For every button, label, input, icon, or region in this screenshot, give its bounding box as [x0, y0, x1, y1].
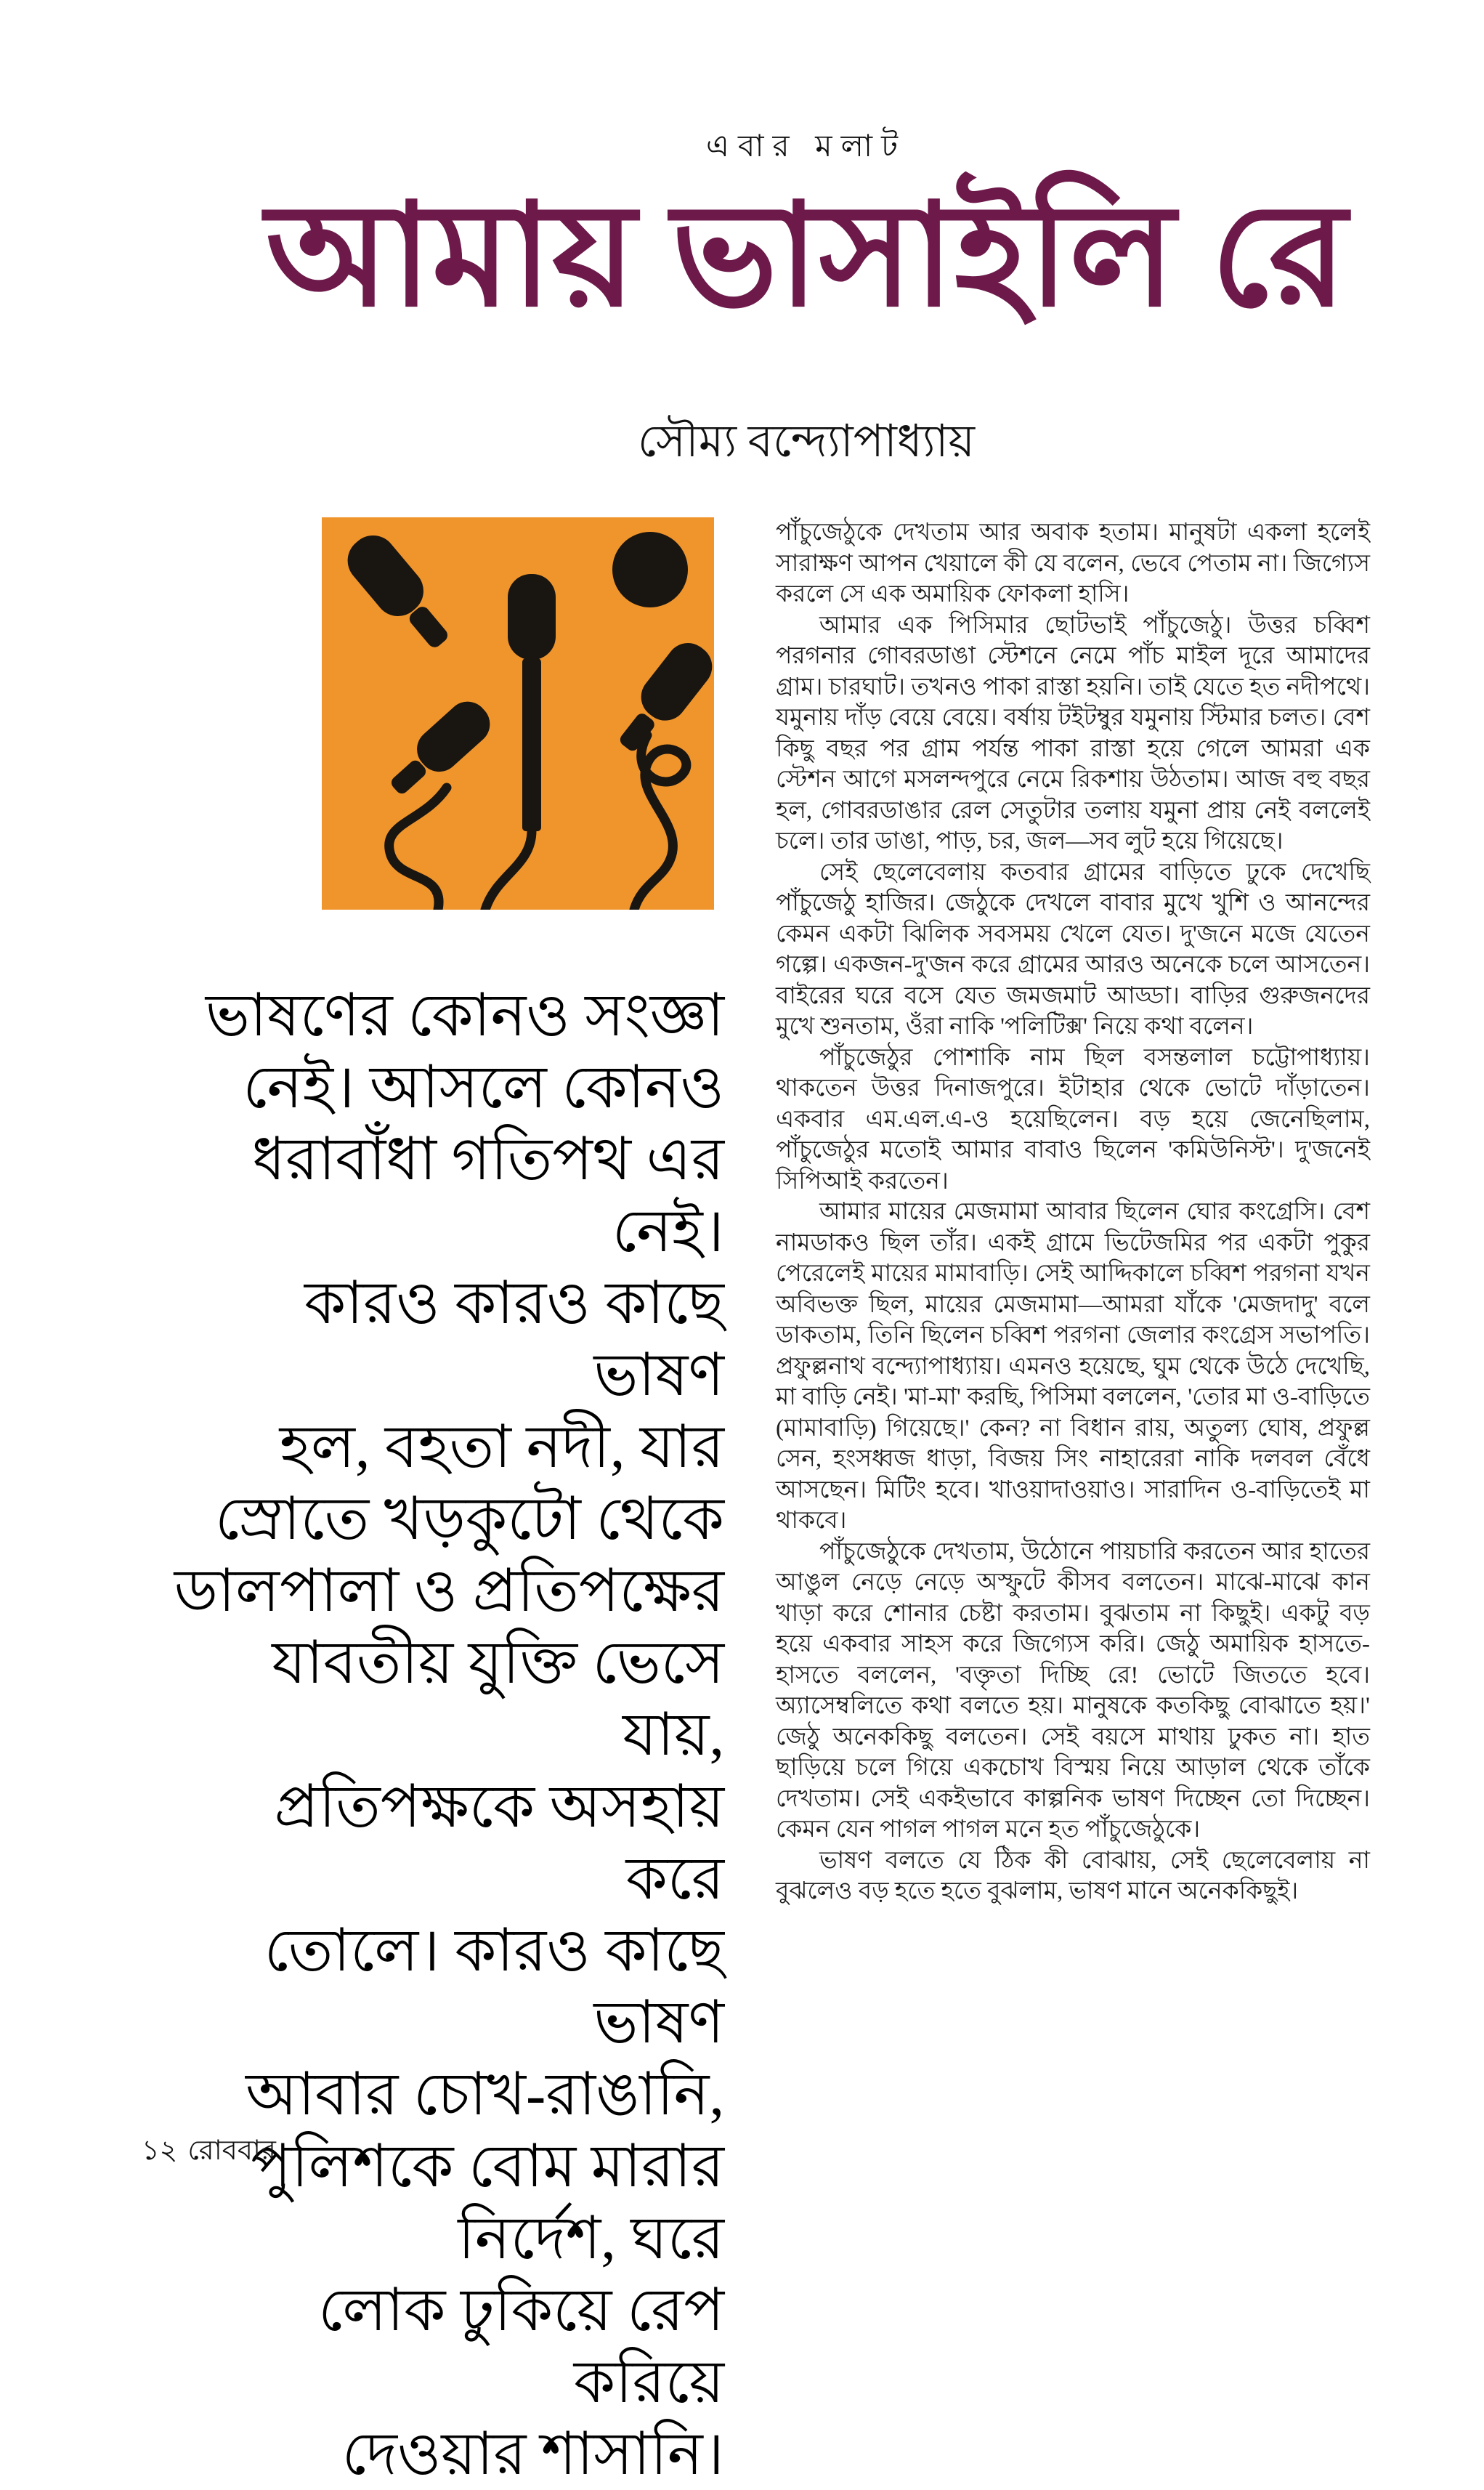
article-author: সৌম্য বন্দ্যোপাধ্যায়: [637, 417, 976, 466]
pull-quote-line: কারও কারও কাছে ভাষণ: [304, 1270, 724, 1408]
article-body: [776, 517, 1370, 1907]
pull-quote: [171, 979, 724, 2490]
body-paragraph: সেই ছেলেবেলায় কতবার গ্রামের বাড়িতে ঢুকে দেখেছি পাঁচুজেঠু হাজির। জেঠুকে দেখলে বাবার মুখে খুশি ও আনন্দের কেমন একটা ঝিলিক সবসময় খেলে যেত। দু'জনে মজে যেতেন গল্পে। একজন-দু'জন করে গ্রামের আরও অনেকে চলে আসতেন। বাইরের ঘরে বসে যেত জমজমাট আড্ডা। বাড়ির গুরুজনদের মুখে শুনতাম, ওঁরা নাকি 'পলিটিক্স' নিয়ে কথা বলেন।: [776, 859, 1370, 1040]
pull-quote-line: নেই। আসলে কোনও: [243, 1054, 724, 1120]
pull-quote-line: ডালপালা ও প্রতিপক্ষের: [174, 1558, 724, 1624]
pull-quote-line: যাবতীয় যুক্তি ভেসে যায়,: [272, 1630, 724, 1768]
pull-quote-line: তোলে। কারও কাছে ভাষণ: [264, 1917, 724, 2056]
pull-quote-line: প্রতিপক্ষকে অসহায় করে: [274, 1774, 724, 1912]
body-paragraph: ভাষণ বলতে যে ঠিক কী বোঝায়, সেই ছেলেবেলায় না বুঝলেও বড় হতে হতে বুঝলাম, ভাষণ মানে অনেককিছুই।: [776, 1847, 1370, 1904]
body-paragraph: পাঁচুজেঠুকে দেখতাম আর অবাক হতাম। মানুষটা একলা হলেই সারাক্ষণ আপন খেয়ালে কী যে বলেন, ভেবে পেতাম না। জিগ্যেস করলে সে এক অমায়িক ফোকলা হাসি।: [776, 520, 1370, 607]
mic-ball: [612, 532, 688, 607]
body-paragraph: আমার মায়ের মেজমামা আবার ছিলেন ঘোর কংগ্রেসি। বেশ নামডাকও ছিল তাঁর। একই গ্রামে ভিটেজমির পর একটা পুকুর পেরেলেই মায়ের মামাবাড়ি। সেই আদ্দিকালে চব্বিশ পরগনা যখন অবিভক্ত ছিল, মায়ের মেজমামা—আমরা যাঁকে 'মেজদাদু' বলে ডাকতাম, তিনি ছিলেন চব্বিশ পরগনা জেলার কংগ্রেস সভাপতি। প্রফুল্লনাথ বন্দ্যোপাধ্যায়। এমনও হয়েছে, ঘুম থেকে উঠে দেখেছি, মা বাড়ি নেই। 'মা-মা' করছি, পিসিমা বললেন, 'তোর মা ও-বাড়িতে (মামাবাড়ি) গিয়েছে।' কেন? না বিধান রায়, অতুল্য ঘোষ, প্রফুল্ল সেন, হংসধ্বজ ধাড়া, বিজয় সিং নাহারেরা নাকি দলবল বেঁধে আসছেন। মিটিং হবে। খাওয়াদাওয়াও। সারাদিন ও-বাড়িতেই মা থাকবে।: [776, 1199, 1370, 1534]
page-number: ১২: [142, 2135, 178, 2166]
page-footer: [142, 2129, 286, 2175]
pull-quote-line: ভাষণের কোনও সংজ্ঞা: [205, 982, 724, 1048]
body-paragraph: পাঁচুজেঠুর পোশাকি নাম ছিল বসন্তলাল চট্টোপাধ্যায়। থাকতেন উত্তর দিনাজপুরে। ইটাহার থেকে ভোটে দাঁড়াতেন। একবার এম.এল.এ-ও হয়েছিলেন। বড় হয়ে জেনেছিলাম, পাঁচুজেঠুর মতোই আমার বাবাও ছিলেন 'কমিউনিস্ট'। দু'জনেই সিপিআই করতেন।: [776, 1044, 1370, 1195]
microphones-illustration: [322, 517, 714, 910]
pull-quote-line: আবার চোখ-রাঙানি,: [246, 2061, 724, 2127]
publication-name: রোববার: [187, 2135, 276, 2166]
section-kicker: এবার মলাট: [706, 129, 907, 163]
article-title: আমায় ভাসাইলি রে: [265, 178, 1347, 336]
pull-quote-line: স্রোতে খড়কুটো থেকে: [214, 1486, 724, 1552]
pull-quote-line: হল, বহতা নদী, যার: [279, 1414, 724, 1480]
pull-quote-line: নির্দেশ, ঘরে: [458, 2205, 724, 2271]
pull-quote-line: দেওয়ার শাসানি।: [341, 2421, 724, 2487]
pull-quote-line: লোক ঢুকিয়ে রেপ করিয়ে: [317, 2277, 724, 2415]
microphones-illustration-svg: [322, 517, 714, 910]
body-paragraph: আমার এক পিসিমার ছোটভাই পাঁচুজেঠু। উত্তর চব্বিশ পরগনার গোবরডাঙা স্টেশনে নেমে পাঁচ মাইল দূরে আমাদের গ্রাম। চারঘাট। তখনও পাকা রাস্তা হয়নি। তাই যেতে হত নদীপথে। যমুনায় দাঁড় বেয়ে বেয়ে। বর্ষায় টইটম্বুর যমুনায় স্টিমার চলত। বেশ কিছু বছর পর গ্রাম পর্যন্ত পাকা রাস্তা হয়ে গেলে আমরা এক স্টেশন আগে মসলন্দপুরে নেমে রিকশায় উঠতাম। আজ বহু বছর হল, গোবরডাঙার রেল সেতুটার তলায় যমুনা প্রায় নেই বললেই চলে। তার ডাঙা, পাড়, চর, জল—সব লুট হয়ে গিয়েছে।: [776, 612, 1370, 854]
body-paragraph: পাঁচুজেঠুকে দেখতাম, উঠোনে পায়চারি করতেন আর হাতের আঙুল নেড়ে নেড়ে অস্ফুটে কীসব বলতেন। মাঝে-মাঝে কান খাড়া করে শোনার চেষ্টা করতাম। বুঝতাম না কিছুই। একটু বড় হয়ে একবার সাহস করে জিগ্যেস করি। জেঠু অমায়িক হাসতে-হাসতে বললেন, 'বক্তৃতা দিচ্ছি রে! ভোটে জিততে হবে। অ্যাসেম্বলিতে কথা বলতে হয়। মানুষকে কতকিছু বোঝাতে হয়।' জেঠু অনেককিছু বলতেন। সেই বয়সে মাথায় ঢুকত না। হাত ছাড়িয়ে চলে গিয়ে একচোখ বিস্ময় নিয়ে আড়াল থেকে তাঁকে দেখতাম। সেই একইভাবে কাল্পনিক ভাষণ দিচ্ছেন তো দিচ্ছেন। কেমন যেন পাগল পাগল মনে হত পাঁচুজেঠুকে।: [776, 1538, 1370, 1843]
pull-quote-line: পুলিশকে বোম মারার: [251, 2133, 724, 2199]
pull-quote-line: ধরাবাঁধা গতিপথ এর নেই।: [252, 1126, 724, 1264]
